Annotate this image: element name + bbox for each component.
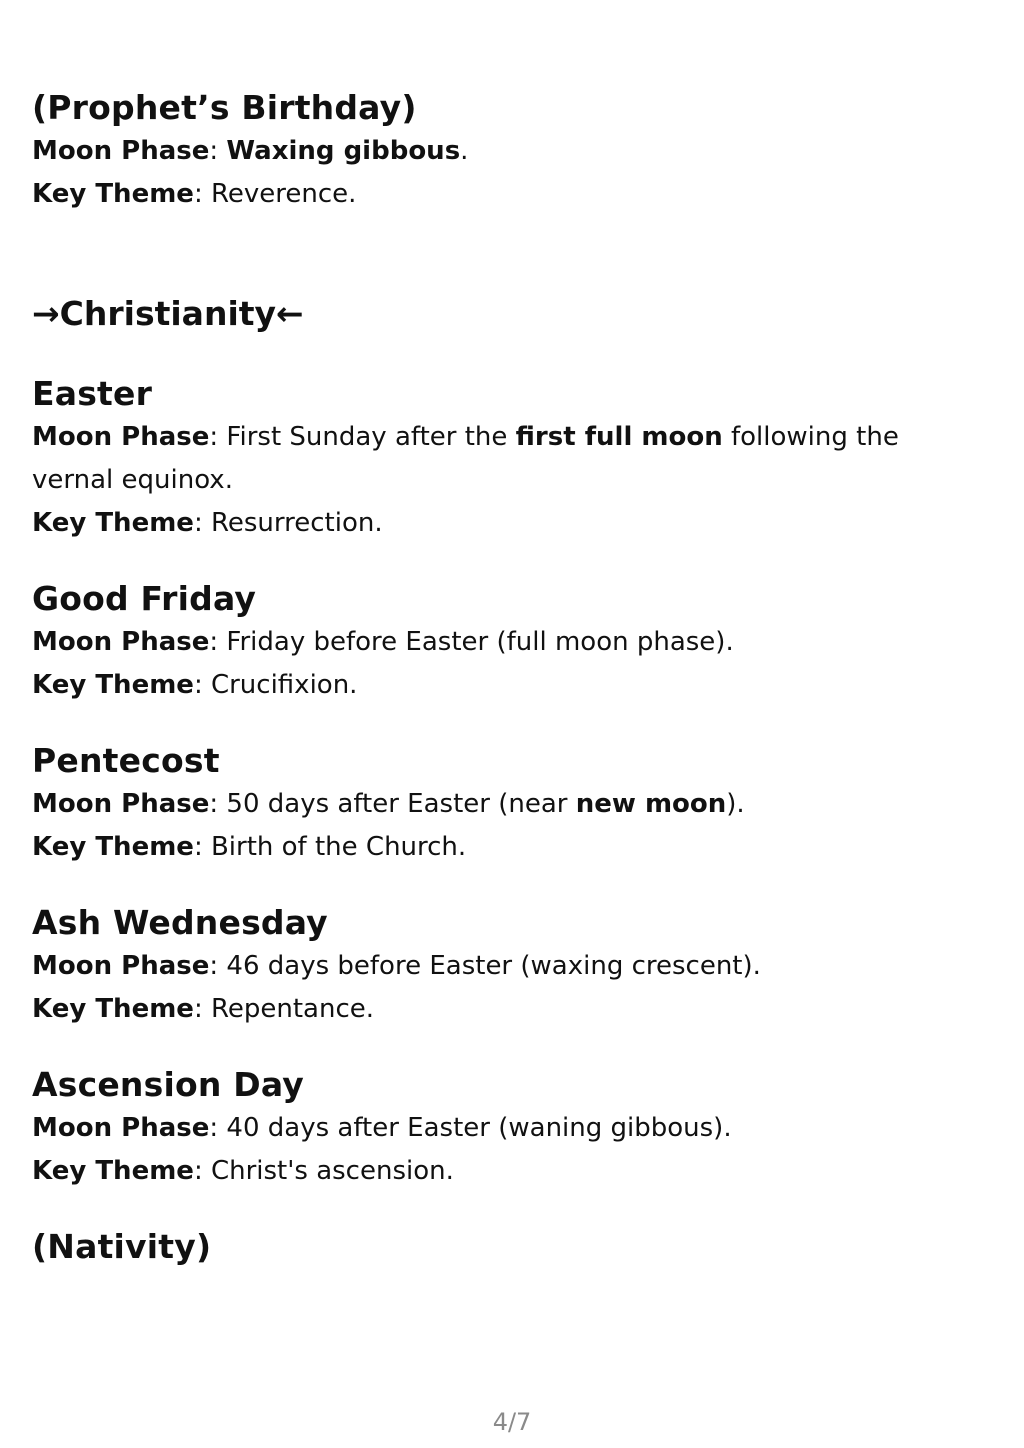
moon-phase-text: ). bbox=[726, 789, 745, 819]
entry-pentecost bbox=[32, 739, 992, 869]
moon-phase-line bbox=[32, 945, 992, 988]
entry-title: Ascension Day bbox=[32, 1065, 304, 1104]
moon-phase-label: Moon Phase bbox=[32, 789, 210, 819]
moon-phase-label: Moon Phase bbox=[32, 951, 210, 981]
entry-good-friday bbox=[32, 577, 992, 707]
moon-phase-end: . bbox=[460, 136, 469, 166]
key-theme-label: Key Theme bbox=[32, 994, 194, 1024]
moon-phase-value: : Friday before Easter (full moon phase). bbox=[209, 627, 734, 657]
moon-phase-label: Moon Phase bbox=[32, 422, 210, 452]
moon-phase-value: Waxing gibbous bbox=[226, 136, 461, 166]
key-theme-line bbox=[32, 173, 992, 216]
entry-easter bbox=[32, 372, 992, 545]
moon-phase-continuation: vernal equinox. bbox=[32, 465, 233, 495]
moon-phase-text: : 50 days after Easter (near bbox=[209, 789, 576, 819]
page-number: 4/7 bbox=[492, 1408, 532, 1436]
key-theme-line bbox=[32, 988, 992, 1031]
key-theme-label: Key Theme bbox=[32, 1156, 194, 1186]
entry-title: Good Friday bbox=[32, 579, 257, 618]
entry-nativity bbox=[32, 1225, 992, 1269]
moon-phase-value: : 46 days before Easter (waxing crescent). bbox=[209, 951, 761, 981]
entry-title: (Nativity) bbox=[32, 1227, 212, 1266]
entry-title: Pentecost bbox=[32, 741, 220, 780]
key-theme-line bbox=[32, 826, 992, 869]
key-theme-value: : Repentance. bbox=[193, 994, 374, 1024]
entry-prophets-birthday bbox=[32, 86, 992, 216]
moon-phase-line bbox=[32, 783, 992, 826]
key-theme-value: : Crucifixion. bbox=[193, 670, 358, 700]
key-theme-label: Key Theme bbox=[32, 179, 194, 209]
entry-title: (Prophet’s Birthday) bbox=[32, 88, 417, 127]
moon-phase-line bbox=[32, 621, 992, 664]
moon-phase-emphasis: new moon bbox=[575, 789, 727, 819]
key-theme-line bbox=[32, 1150, 992, 1193]
moon-phase-line bbox=[32, 416, 992, 459]
moon-phase-emphasis: first full moon bbox=[515, 422, 723, 452]
key-theme-line bbox=[32, 502, 992, 545]
key-theme-value: : Birth of the Church. bbox=[193, 832, 467, 862]
moon-phase-value: : 40 days after Easter (waning gibbous). bbox=[209, 1113, 732, 1143]
key-theme-value: : Reverence. bbox=[193, 179, 357, 209]
entry-title: Ash Wednesday bbox=[32, 903, 328, 942]
key-theme-value: : Christ's ascension. bbox=[193, 1156, 454, 1186]
key-theme-line bbox=[32, 664, 992, 707]
moon-phase-label: Moon Phase bbox=[32, 1113, 210, 1143]
moon-phase-text: following the bbox=[722, 422, 899, 452]
entry-title: Easter bbox=[32, 374, 153, 413]
key-theme-value: : Resurrection. bbox=[193, 508, 383, 538]
moon-phase-line: Moon Phase: Waxing gibbous. bbox=[32, 136, 469, 166]
moon-phase-text: : First Sunday after the bbox=[209, 422, 516, 452]
moon-phase-line bbox=[32, 1107, 992, 1150]
key-theme-label: Key Theme bbox=[32, 832, 194, 862]
section-title: →Christianity← bbox=[32, 294, 304, 333]
document-page bbox=[32, 86, 992, 1269]
entry-ash-wednesday bbox=[32, 901, 992, 1031]
key-theme-label: Key Theme bbox=[32, 670, 194, 700]
key-theme-label: Key Theme bbox=[32, 508, 194, 538]
moon-phase-label: Moon Phase bbox=[32, 627, 210, 657]
entry-ascension-day bbox=[32, 1063, 992, 1193]
moon-phase-label: Moon Phase bbox=[32, 136, 210, 166]
